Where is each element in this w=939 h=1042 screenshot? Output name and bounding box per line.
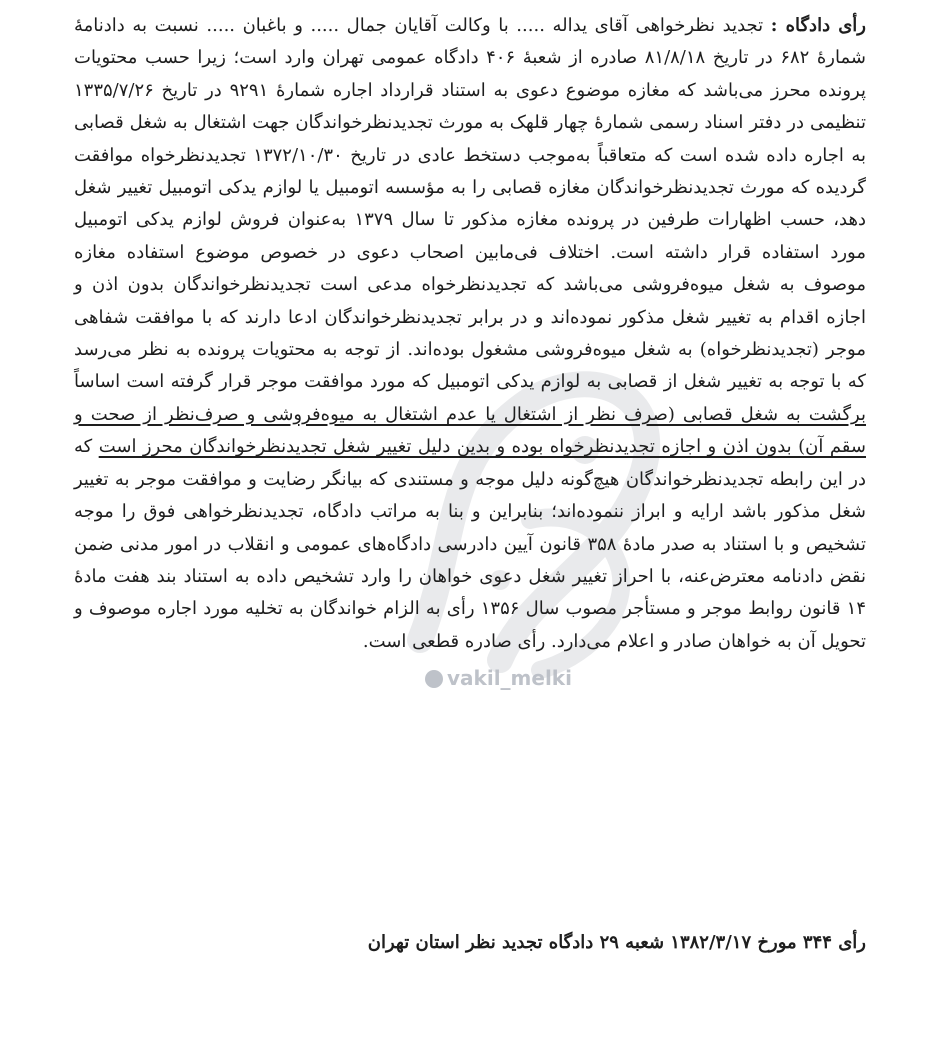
ruling-body [74,10,866,658]
watermark-handle-text: vakil_melki [447,666,572,690]
ruling-text-rest: که در این رابطه تجدیدنظرخواندگان هیچ‌گونه دلیل موجه و مستندی که بیانگر رضایت و موافقت موجر به تغییر شغل مذکور باشد ارایه و ابراز ننموده‌اند؛ بنابراین و بنا به مراتب دادگاه، تجدیدنظرخواهی فوق را موجه تشخیص و با استناد به صدر مادهٔ ۳۵۸ قانون آیین دادرسی دادگاه‌های عمومی و انقلاب در امور مدنی ضمن نقض دادنامه معترض‌عنه، با احراز تغییر شغل دعوی خواهان را وارد تشخیص داده به استناد بند هفت مادهٔ ۱۴ قانون روابط موجر و مستأجر مصوب سال ۱۳۵۶ رأی به الزام خواندگان به تخلیه مورد اجاره موصوف و تحویل آن به خواهان صادر و اعلام می‌دارد. رأی صادره قطعی است. [74,436,867,652]
watermark-handle [425,666,572,690]
ruling-text-underlined: برگشت به شغل قصابی (صرف نظر از اشتغال یا عدم اشتغال به میوه‌فروشی و صرف‌نظر از صحت و سقم آن) بدون اذن و اجازه تجدیدنظرخواه بوده و بدین دلیل تغییر شغل تجدیدنظرخواندگان محرز است [74,403,866,458]
ruling-text-lead: تجدید نظرخواهی آقای یداله ..... با وکالت آقایان جمال ..... و باغبان ..... نسبت به دادنامهٔ شمارهٔ ۶۸۲ در تاریخ ۸۱/۸/۱۸ صادره از شعبهٔ ۴۰۶ دادگاه عمومی تهران وارد است؛ زیرا حسب محتویات پرونده محرز می‌باشد که مغازه موضوع دعوی به استناد قرارداد اجاره شمارهٔ ۹۲۹۱ در تاریخ ۱۳۳۵/۷/۲۶ تنظیمی در دفتر اسناد رسمی شمارهٔ چهار قلهک به مورث تجدیدنظرخواندگان جهت اشتغال به شغل قصابی به اجاره داده شده است که متعاقباً به‌موجب دستخط عادی در تاریخ ۱۳۷۲/۱۰/۳۰ تجدیدنظرخواه موافقت گردیده که مورث تجدیدنظرخواندگان مغازه قصابی را به مؤسسه اتومبیل یا لوازم یدکی اتومبیل تغییر شغل دهد، حسب اظهارات طرفین در پرونده مغازه مذکور تا سال ۱۳۷۹ به‌عنوان فروش لوازم یدکی اتومبیل مورد استفاده قرار داشته است. اختلاف فی‌مابین اصحاب دعوی در خصوص موضوع استفاده مغازه موصوف به شغل میوه‌فروشی می‌باشد که تجدیدنظرخواه مدعی است تجدیدنظرخواندگان بدون اذن و اجازه اقدام به تغییر شغل مذکور نموده‌اند و در برابر تجدیدنظرخواندگان ادعا دارند که با موافقت شفاهی موجر (تجدیدنظرخواه) به شغل میوه‌فروشی مشغول بوده‌اند. از توجه به محتویات پرونده به نظر می‌رسد که با توجه به تغییر شغل از قصابی به لوازم یدکی اتومبیل که مورد موافقت موجر قرار گرفته است اساساً [74,15,866,393]
ruling-citation: رأی ۳۴۴ مورخ ۱۳۸۲/۳/۱۷ شعبه ۲۹ دادگاه تجدید نظر استان تهران [367,932,866,953]
ruling-heading: رأی دادگاه : [770,15,866,36]
telegram-icon [425,670,443,688]
